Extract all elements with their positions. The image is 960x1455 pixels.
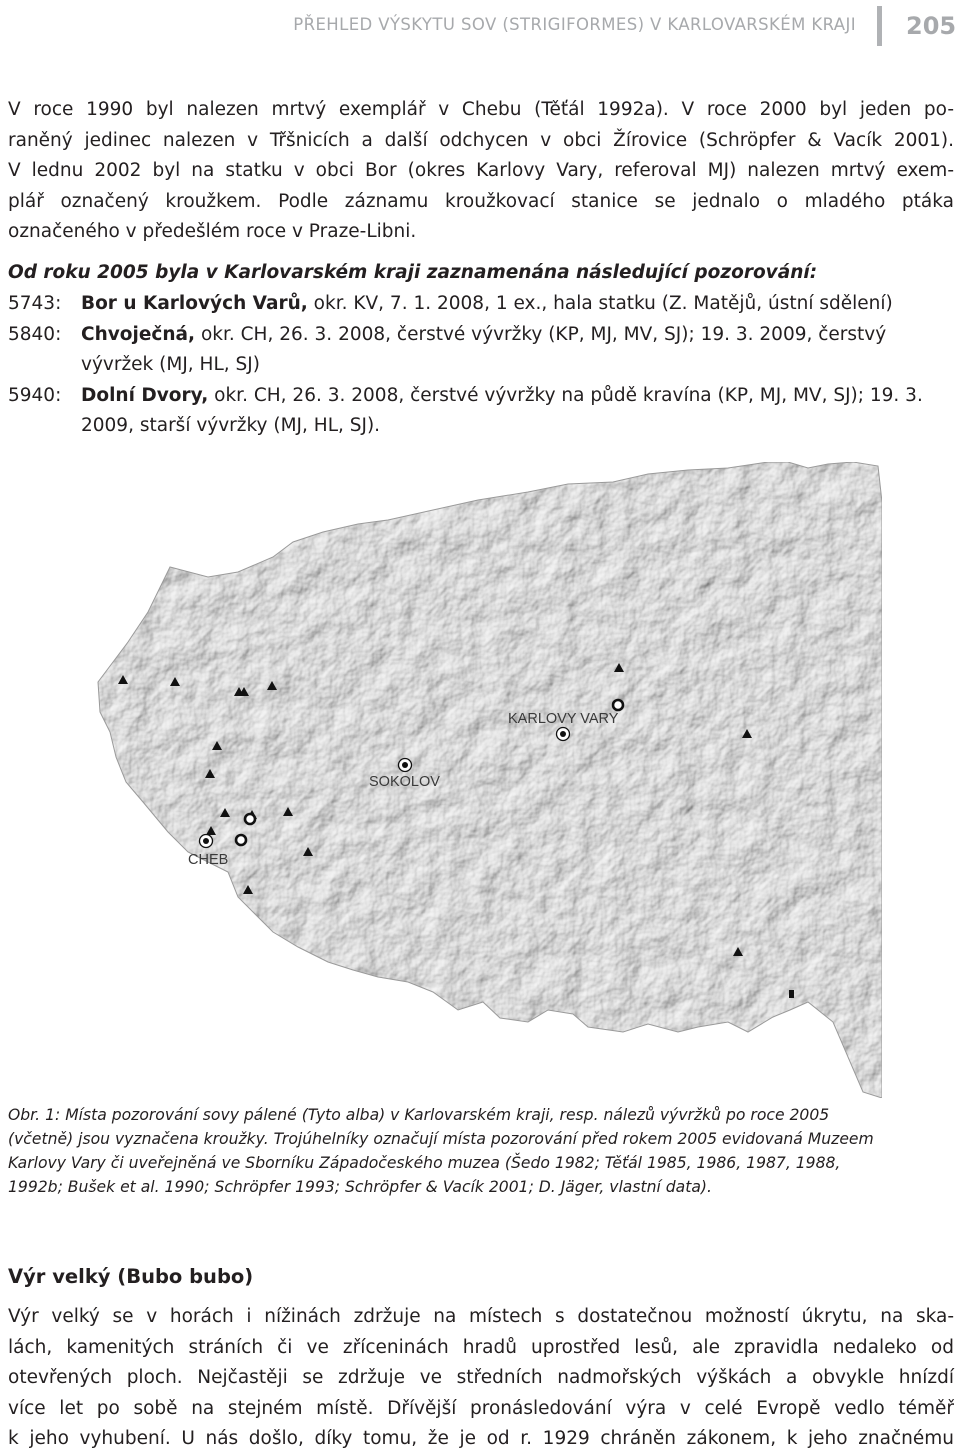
observation-item	[8, 289, 954, 320]
town-marker-karlovy-vary-dot	[560, 731, 566, 737]
text-line: k jeho vyhubení. U nás došlo, díky tomu, že je od r. 1929 chráněn zákonem, k jeho značnému	[8, 1428, 954, 1450]
text-line: lách, kamenitých stráních či ve zříceninách hradů uprostřed lesů, ale zpravidla nedaleko od	[8, 1336, 954, 1358]
text-line: plář označený kroužkem. Podle záznamu kroužkovací stanice se jednalo o mladého ptáka	[8, 190, 954, 212]
section-title: Výr velký (Bubo bubo)	[8, 1265, 254, 1288]
observations-list	[8, 289, 954, 442]
text-line: raněný jedinec nalezen v Třšnicích a další odchycen v obci Žírovice (Schröpfer & Vacík 2001).	[8, 129, 954, 151]
observation-text	[81, 381, 954, 442]
text-line: V lednu 2002 byl na statku v obci Bor (okres Karlovy Vary, referoval MJ) nalezen mrtvý exem-	[8, 160, 954, 182]
record-square-marker	[789, 990, 794, 998]
town-marker-sokolov-dot	[402, 762, 408, 768]
figure-caption: Obr. 1: Místa pozorování sovy pálené (Tyto alba) v Karlovarském kraji, resp. nálezů vývržků po roce 2005 (včetně) jsou vyznačena kroužky. Trojúhelníky označují místa pozorování před rokem 2005 evidovaná Muzeem Karlovy Vary či uveřejněná ve Sborníku Západočeského muzea (Šedo 1982; Těťál 1985, 1986, 1987, 1988, 1992b; Bušek et al. 1990; Schröpfer 1993; Schröpfer & Vacík 2001; D. Jäger, vlastní data).	[8, 1106, 874, 1196]
grid-code: 5743:	[8, 293, 62, 314]
region-map	[88, 462, 882, 1098]
observations-heading: Od roku 2005 byla v Karlovarském kraji zaznamenána následující pozorování:	[8, 262, 818, 283]
text-line: více let po sobě na stejném místě. Dřívější pronásledování výra v celé Evropě vedlo téměř	[8, 1397, 954, 1419]
observation-item	[8, 320, 954, 381]
town-label-sokolov: SOKOLOV	[369, 774, 440, 790]
text-line: Výr velký se v horách i nížinách zdržuje na místech s dostatečnou možností úkrytu, na ska-	[8, 1306, 954, 1327]
page-number: 205	[906, 12, 957, 40]
record-circle-marker	[236, 835, 246, 845]
grid-code: 5840:	[8, 323, 62, 345]
text-line: otevřených ploch. Nejčastěji se zdržuje ve středních nadmořských výškách a obvykle hnízdí	[8, 1367, 954, 1389]
section-paragraph	[8, 1302, 954, 1455]
grid-code: 5940:	[8, 384, 62, 406]
town-label-cheb: CHEB	[188, 852, 229, 868]
town-marker-cheb-dot	[203, 838, 209, 844]
observation-detail: okr. CH, 26. 3. 2008, čerstvé vývržky (KP, MJ, MV, SJ); 19. 3. 2009, čerstvý vývržek (MJ, HL, SJ)	[81, 323, 887, 376]
text-line: V roce 1990 byl nalezen mrtvý exemplář v Chebu (Těťál 1992a). V roce 2000 byl jeden po-	[8, 99, 954, 120]
observation-text	[81, 320, 954, 381]
page-header	[0, 0, 960, 50]
record-circle-marker	[245, 814, 255, 824]
header-divider	[877, 6, 882, 46]
observation-place: Dolní Dvory,	[81, 384, 209, 406]
observation-place: Bor u Karlových Varů,	[81, 293, 308, 314]
running-title: PŘEHLED VÝSKYTU SOV (STRIGIFORMES) V KARLOVARSKÉM KRAJI	[293, 15, 856, 34]
text-line: označeného v předešlém roce v Praze-Libni.	[8, 221, 417, 243]
town-label-karlovy-vary: KARLOVY VARY	[508, 711, 619, 727]
intro-paragraph	[8, 95, 954, 248]
observation-place: Chvoječná,	[81, 323, 196, 345]
observation-detail: okr. KV, 7. 1. 2008, 1 ex., hala statku (Z. Matějů, ústní sdělení)	[307, 293, 893, 314]
observation-text	[81, 289, 954, 320]
observation-detail: okr. CH, 26. 3. 2008, čerstvé vývržky na půdě kravína (KP, MJ, MV, SJ); 19. 3. 2009, starší vývržky (MJ, HL, SJ).	[81, 384, 923, 437]
relief-shading	[88, 462, 882, 1098]
record-circle-marker	[613, 700, 623, 710]
observation-item	[8, 381, 954, 442]
